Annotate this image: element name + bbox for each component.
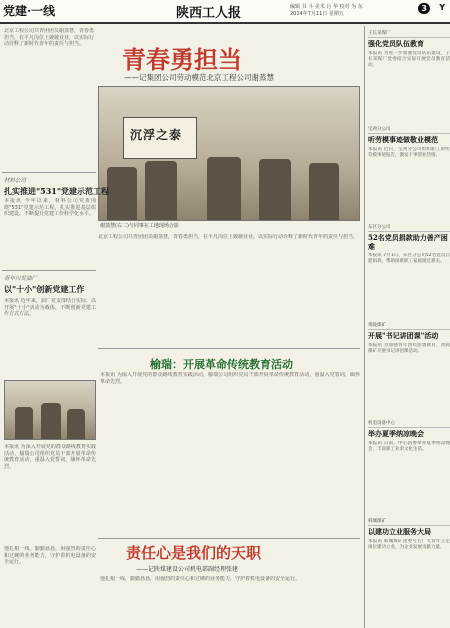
sidebar-headline: 52名党员捐款助力善产困难	[368, 233, 448, 251]
sidebar-headline: 开展"书记讲团课"活动	[368, 331, 439, 340]
feature-photo	[4, 380, 96, 440]
publish-date: 2014年7月11日 星期五	[290, 11, 344, 17]
sidebar-headline: 听劳模事迹做敬业模范	[368, 135, 438, 144]
sidebar-body: 本报讯 韩城煤矿团委号召广大青年立足岗位建功立业，为企业发展贡献力量。	[368, 538, 450, 550]
masthead	[0, 0, 450, 24]
section-letter: Y	[439, 3, 445, 12]
sidebar-body: 本报讯 日前，中心团委举办夏季纳凉晚会，丰富职工业余文化生活。	[368, 440, 450, 452]
bottom-left-body: 他扎根一线，勤勤恳恳，用强烈的责任心和过硬的业务能力，守护着机电设备的安全运行。	[4, 546, 96, 565]
story2-title: 扎实推进"531"党建示范工程	[4, 186, 110, 196]
newspaper-name: 陕西工人报	[176, 6, 242, 21]
sidebar-tag: 宝鸡分公司	[368, 126, 450, 134]
story3-kicker: 青年川发油厂	[4, 276, 38, 282]
bottom-body: 他扎根一线，勤勤恳恳，用强烈的责任心和过硬的业务能力，守护着机电设备的安全运行。	[100, 576, 301, 582]
sidebar-body: 本报讯 为加强青年团员思想教育，黄陵煤矿开展书记讲团课活动。	[368, 342, 450, 354]
lead-title: 青春勇担当	[122, 45, 242, 74]
sidebar-tag: 机电设备中心	[368, 420, 450, 428]
feature-photo-figure-1	[15, 407, 33, 440]
lead-subtitle: ——记集团公司劳动模范北京工程公司谢蒸慧	[124, 73, 274, 82]
sidebar-tag: 韩城煤矿	[368, 518, 450, 526]
feature-photo-figure-3	[67, 409, 85, 440]
story3-body: 本报讯 近年来，油厂党支部结合实际，以开展"十小"活动为载体，不断创新党建工作方式方法。	[4, 298, 96, 317]
photo-figure-3	[207, 157, 241, 221]
sidebar-body: 本报讯 近日，宝鸡分公司组织职工聆听劳模事迹报告，激发干事创业热情。	[368, 146, 450, 158]
sidebar-body: 本报讯 7月1日，东区分公司52名党员自愿捐款，帮助困难职工家庭渡过难关。	[368, 253, 450, 264]
editors-line: 编辑 书 斗 美术 月 华 校对 为 东	[290, 4, 363, 10]
section-title: 党建·一线	[3, 4, 56, 18]
photo-figure-2	[145, 161, 177, 221]
sidebar-item-3	[368, 322, 450, 407]
photo-figure-1	[107, 167, 137, 221]
bottom-title: 责任心是我们的天职	[126, 544, 262, 562]
sidebar-headline: 举办夏季纳凉晚会	[368, 429, 424, 438]
divider-story3	[2, 270, 96, 271]
sidebar-item-0	[368, 30, 450, 115]
sidebar-item-2	[368, 224, 450, 317]
photo-banner-text: 沉浮之泰	[130, 128, 183, 142]
bottom-subtitle: ——记陕煤建设公司机电部副经理张建	[136, 566, 239, 573]
feature-title: 榆瑞：开展革命传统教育活动	[150, 358, 293, 371]
photo-banner	[123, 117, 197, 159]
lead-continuation: 北京工程公司共青团团员谢蒸慧，青春勇担当，在平凡岗位上兢兢业业，以实际行动诠释了新时代青年的责任与担当。	[98, 234, 359, 240]
sidebar-item-4	[368, 420, 450, 505]
sidebar-headline: 以建功立业服务大局	[368, 527, 431, 536]
divider-feature	[98, 348, 360, 349]
feature-photo-figure-2	[41, 403, 61, 440]
divider-bottom	[98, 538, 360, 539]
main-column	[0, 26, 362, 628]
sidebar-tag: 黄陵煤矿	[368, 322, 450, 330]
lead-photo	[98, 86, 360, 221]
story2-body: 本报讯 今年以来，材料公司党委围绕"531"党建示范工程，扎实推进基层组织建设，不断提升党建工作科学化水平。	[4, 198, 96, 217]
sidebar-tag: 子长采煤厂	[368, 30, 450, 38]
sidebar-tag: 东区分公司	[368, 224, 450, 232]
sidebar	[364, 26, 450, 628]
photo-caption: 谢蒸慧(右二)与同事在工地现场合影	[100, 223, 179, 229]
divider-story2	[2, 172, 96, 173]
feature-left-body: 本报讯 为深入开展党的群众路线教育实践活动，榆瑞公司组织党员干部开展革命传统教育活动，重温入党誓词，缅怀革命先烈。	[4, 444, 96, 470]
sidebar-headline: 强化党员队伍教育	[368, 39, 424, 48]
story3-title: 以"十小"创新党建工作	[4, 284, 85, 294]
sidebar-item-5	[368, 518, 450, 628]
photo-figure-4	[259, 159, 291, 221]
edition-meta	[290, 4, 410, 18]
story2-kicker: 材料公司	[4, 178, 27, 184]
photo-figure-5	[309, 163, 339, 221]
sidebar-item-1	[368, 126, 450, 211]
page-number: 3	[418, 3, 430, 14]
sidebar-body: 本报讯 为进一步加强党员队伍建设，子长采煤厂党委结合实际开展党员教育活动。	[368, 50, 450, 68]
feature-body: 本报讯 为深入开展党的群众路线教育实践活动，榆瑞公司组织党员干部开展革命传统教育活动，重温入党誓词，缅怀革命先烈。	[100, 372, 360, 385]
lead-left-column: 北京工程公司共青团团员谢蒸慧，青春勇担当，在平凡岗位上兢兢业业，以实际行动诠释了新时代青年的责任与担当。	[4, 28, 94, 47]
